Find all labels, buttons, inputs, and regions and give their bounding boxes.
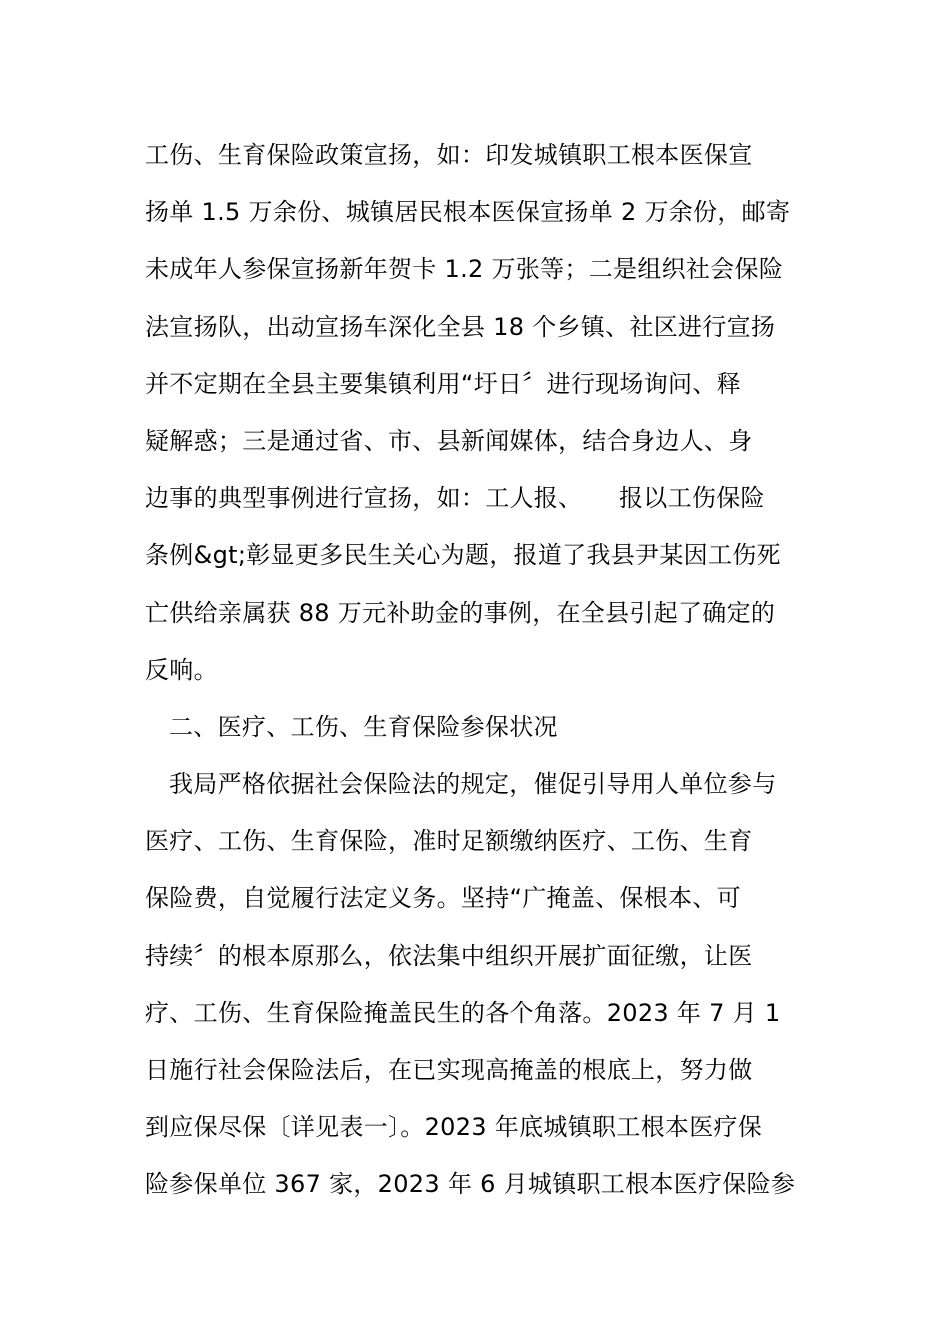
section-heading: 二、医疗、工伤、生育保险参保状况 [169, 712, 558, 741]
text-line-12: 我局严格依据社会保险法的规定，催促引导用人单位参与 [169, 770, 777, 799]
text-line-19: 险参保单位 367 家，2023 年 6 月城镇职工根本医疗保险参 [145, 1170, 796, 1199]
text-line-8: 条例&gt;彰显更多民生关心为题，报道了我县尹某因工伤死 [145, 541, 781, 570]
document-body [145, 127, 815, 1214]
text-line-4: 法宣扬队，出动宣扬车深化全县 18 个乡镇、社区进行宣扬 [145, 312, 776, 341]
text-line-9: 亡供给亲属获 88 万元补助金的事例，在全县引起了确定的 [145, 598, 776, 627]
text-line-16: 疗、工伤、生育保险掩盖民生的各个角落。2023 年 7 月 1 [145, 998, 781, 1027]
text-line-13: 医疗、工伤、生育保险，准时足额缴纳医疗、工伤、生育 [145, 827, 753, 856]
text-line-15: 持续〞的根本原那么，依法集中组织开展扩面征缴，让医 [145, 941, 753, 970]
text-line-10: 反响。 [145, 655, 218, 684]
text-line-5: 并不定期在全县主要集镇利用“圩日〞进行现场询问、释 [145, 369, 741, 398]
text-line-14: 保险费，自觉履行法定义务。坚持“广掩盖、保根本、可 [145, 884, 741, 913]
text-line-17: 日施行社会保险法后，在已实现高掩盖的根底上，努力做 [145, 1056, 753, 1084]
text-line-6: 疑解惑；三是通过省、市、县新闻媒体，结合身边人、身 [145, 426, 753, 455]
text-line-1: 工伤、生育保险政策宣扬，如：印发城镇职工根本医保宣 [145, 141, 753, 169]
text-line-2: 扬单 1.5 万余份、城镇居民根本医保宣扬单 2 万余份，邮寄 [145, 198, 791, 227]
text-line-18: 到应保尽保〔详见表一〕。2023 年底城镇职工根本医疗保 [145, 1113, 763, 1142]
text-line-3: 未成年人参保宣扬新年贺卡 1.2 万张等；二是组织社会保险 [145, 255, 784, 284]
text-line-7: 边事的典型事例进行宣扬，如：工人报、 报以工伤保险 [145, 484, 765, 513]
